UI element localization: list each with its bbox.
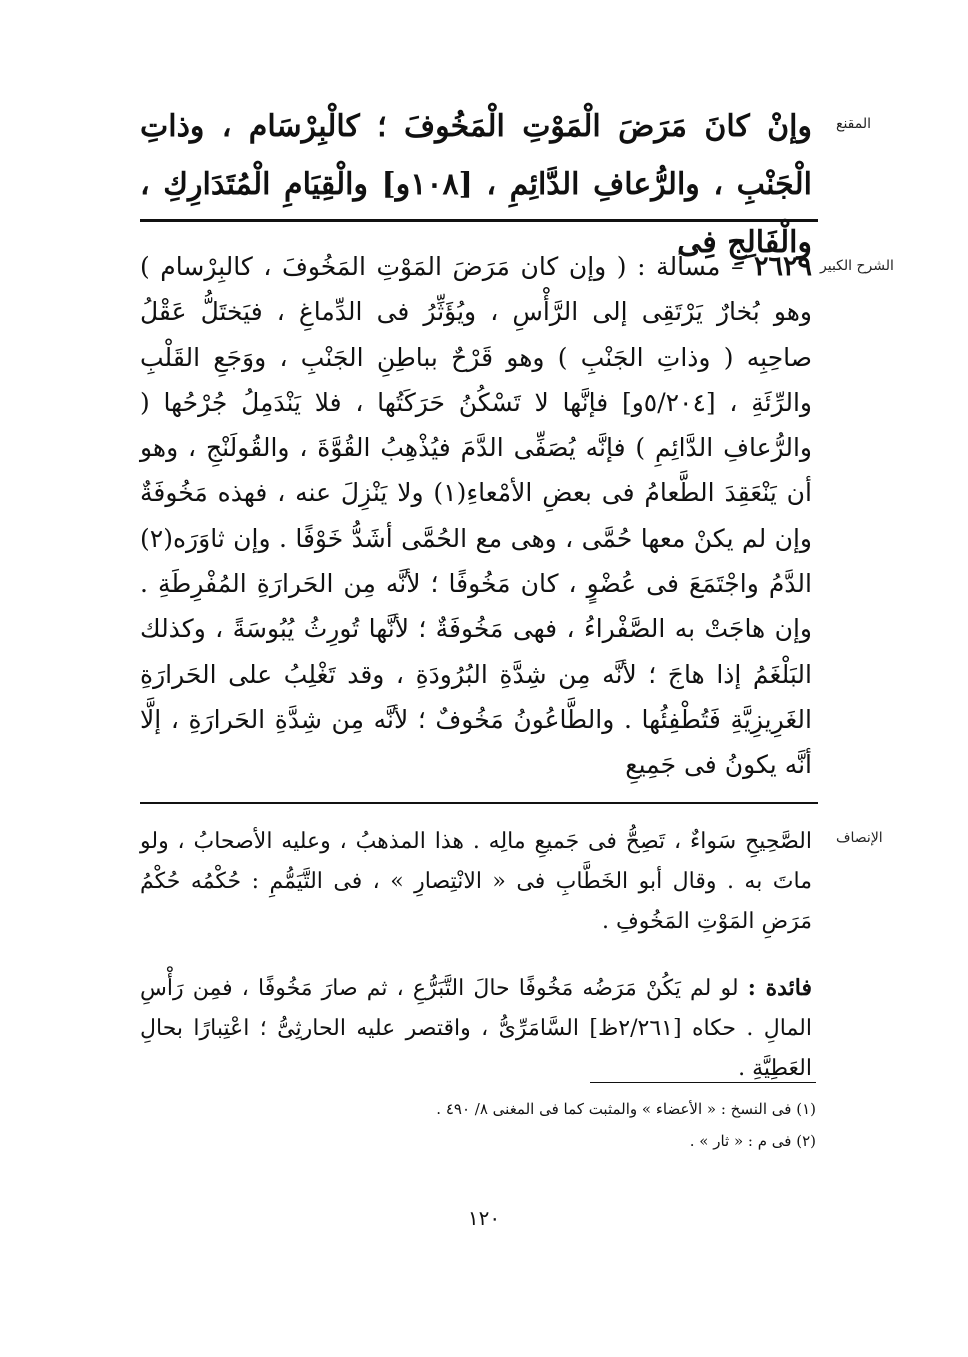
sharh-label: الشرح الكبير [820, 258, 894, 274]
faida-label: فائدة : [747, 975, 812, 1001]
insaf-text: الصَّحِيحِ سَواءٌ ، تَصِحُّ فى جَميعِ مالِه . هذا المذهبُ ، وعليه الأصحابُ ، ولو ماتَ به . وقال أبو الخَطَّابِ فى « الانْتِصارِ » ، فى التَّيَمُّمِ : حُكْمُه حُكْمُ مَرَضِ المَوْتِ المَخُوفِ . [140, 829, 812, 934]
sharh-body: – مسألة : ( وإن كان مَرَضَ المَوْتِ المَخُوفَ ، كالبِرْسام ) وهو بُخارٌ يَرْتَقِى إلى الرَّأْسِ ، ويُؤَثِّرُ فى الدِّماغِ ، فيَختَلُّ عَقْلُ صاحِبِه ( وذاتِ الجَنْبِ ) وهو قَرْحٌ بباطِنِ الجَنْبِ ، ووَجَعِ القَلْبِ والرِّئَةِ ، [٥/٢٠٤و] فإنَّها لا تَسْكُنُ حَرَكَتُها ، فلا يَنْدَمِلُ جُرْحُها ( والرُّعافِ الدَّائِمِ ) فإنَّه يُصَفِّى الدَّمَ فيُذْهِبُ القُوَّةَ ، والقُولَنْجِ ، وهو أن يَنْعَقِدَ الطَّعامُ فى بعضِ الأمْعاءِ(١) ولا يَنْزِلَ عنه ، فهذه مَخُوفَةٌ وإن لم يكنْ معها حُمَّى ، وهى مع الحُمَّى أشَدُّ خَوْفًا . وإن ثاوَرَه(٢) الدَّمُ واجْتَمَعَ فى عُضْوٍ ، كان مَخُوفًا ؛ لأنَّه مِن الحَرارَةِ المُفْرِطَةِ . وإن هاجَتْ به الصَّفْراءُ ، فهى مَخُوفَةٌ ؛ لأنَّها تُورِثُ يُبُوسَةً ، وكذلك البَلْغَمُ إذا هاجَ ؛ لأنَّه مِن شِدَّةِ البُرُودَةِ ، وقد تَغْلِبُ على الحَرارَةِ الغَرِيزِيَّةِ فَتُطْفِئُها . والطَّاعُونُ مَخُوفٌ ؛ لأنَّه مِن شِدَّةِ الحَرارَةِ ، إلَّا أنَّه يكونُ فى جَمِيعِ [140, 252, 813, 780]
muqni-text: وإنْ كانَ مَرَضَ الْمَوْتِ الْمَخُوفَ ؛ كالْبِرْسَام ، وذاتِ الْجَنْبِ ، والرُّعافِ الدَّائِمِ ، [١٠٨و] والْقِيَامِ الْمُتَدَارِكِ ، والْفَالِجِ فِى [140, 109, 812, 260]
faida-paragraph [140, 968, 812, 1089]
page-number: ١٢٠ [467, 1206, 501, 1230]
section-divider-1 [140, 219, 818, 222]
insaf-label: الإنصاف [836, 830, 883, 846]
issue-number: ٢٦٢٩ [753, 251, 812, 282]
sharh-text [140, 244, 812, 788]
footnote-divider [590, 1082, 816, 1083]
faida-text: لو لم يَكُنْ مَرَضُه مَخُوفًا حالَ التَّبَرُّعِ ، ثم صارَ مَخُوفًا ، فمِن رَأْسِ المالِ . حكاه [٢/٢٦١ظ] السَّامَرِّىُّ ، واقتصر عليه الحارثِىُّ ؛ اعْتِبارًا بحالِ العَطِيَّةِ . [140, 976, 812, 1081]
footnote-2: (٢) فى م : « ثار » . [689, 1132, 816, 1150]
muqni-label: المقنع [836, 116, 872, 132]
section-divider-2 [140, 802, 818, 804]
footnote-1: (١) فى النسخ : « الأعضاء » والمثبت كما فى المغنى ٨/ ٤٩٠ . [436, 1100, 816, 1118]
